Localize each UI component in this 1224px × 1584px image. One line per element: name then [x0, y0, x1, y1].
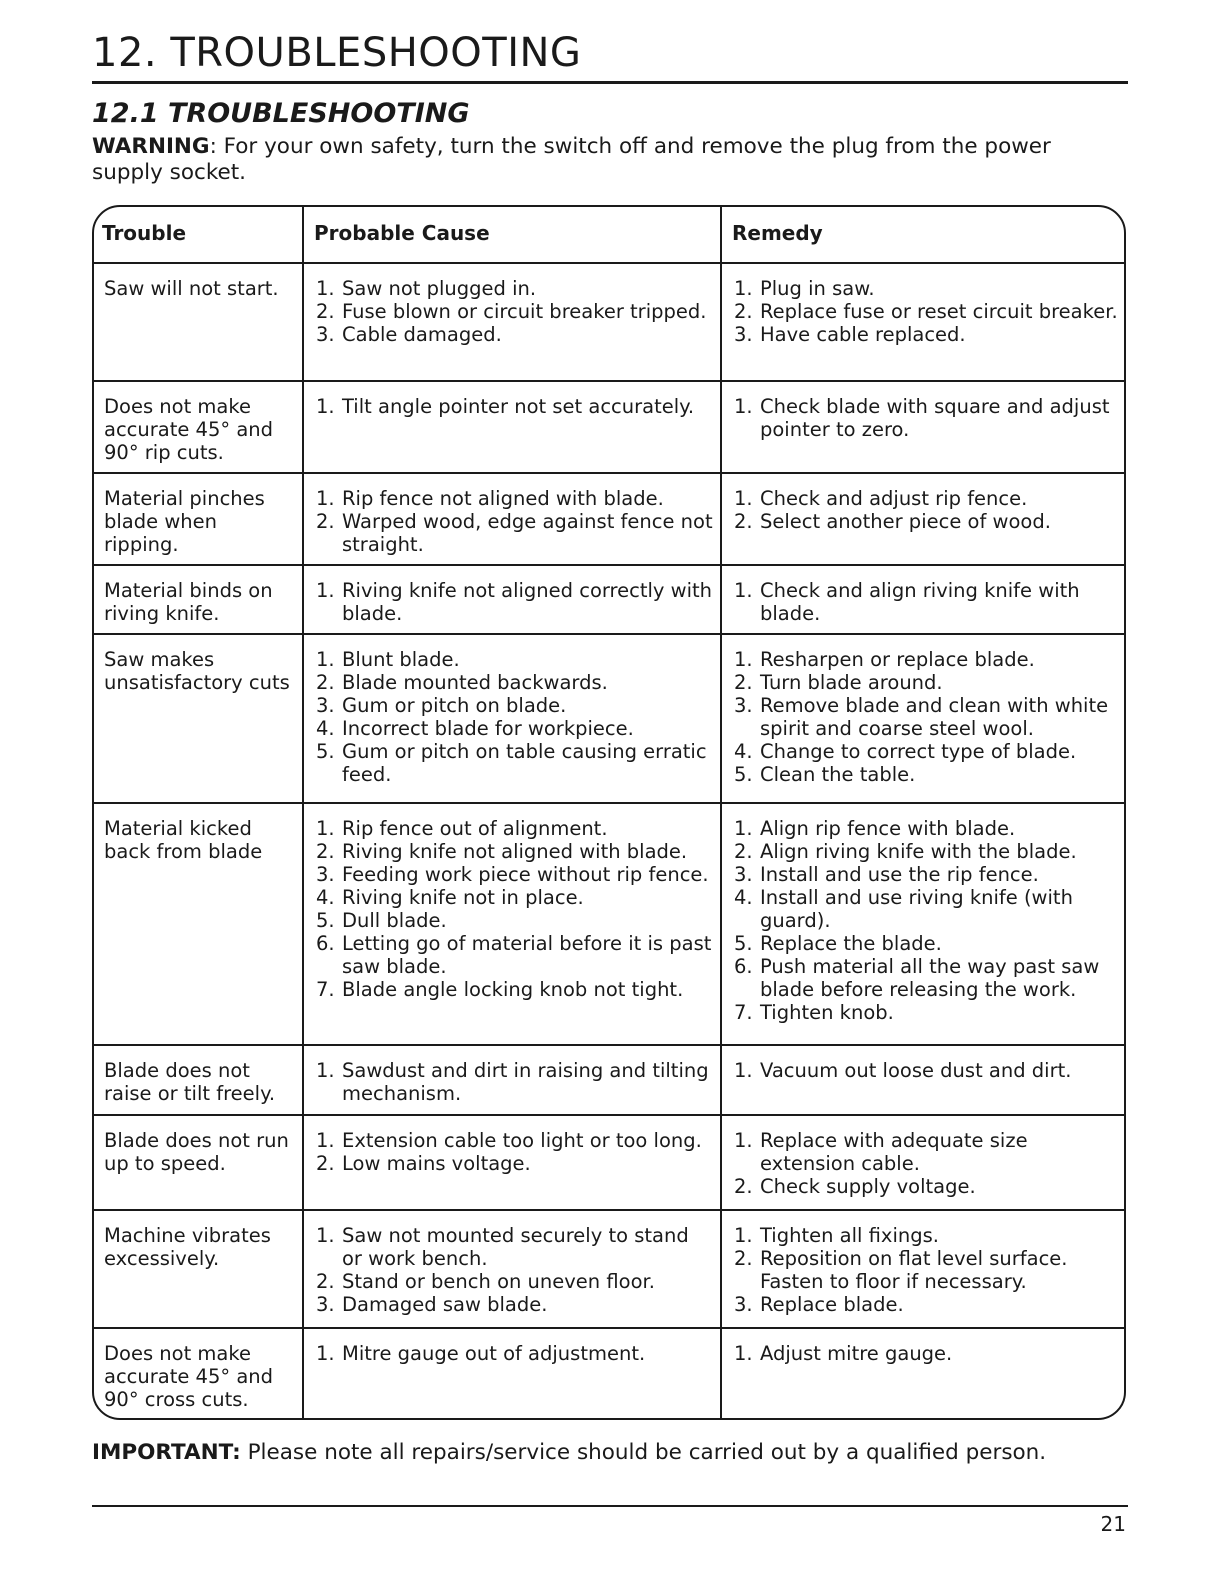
trouble-cell: Blade does not raise or tilt freely. — [92, 1045, 303, 1115]
list-item — [316, 1152, 714, 1175]
important-label: IMPORTANT: — [92, 1440, 241, 1465]
item-number: 1. — [734, 487, 753, 510]
item-text: Align riving knife with the blade. — [760, 840, 1077, 863]
cause-cell — [303, 381, 721, 473]
item-text: Replace the blade. — [760, 932, 942, 955]
table-row — [92, 1210, 1126, 1328]
list-item — [316, 487, 714, 510]
cause-cell — [303, 1210, 721, 1328]
list-item — [734, 863, 1120, 886]
item-number: 2. — [316, 671, 335, 694]
header-remedy: Remedy — [721, 205, 1126, 263]
item-number: 3. — [734, 1293, 753, 1316]
remedy-cell — [721, 381, 1126, 473]
list-item — [734, 1247, 1120, 1293]
cause-cell — [303, 565, 721, 634]
item-text: Damaged saw blade. — [342, 1293, 548, 1316]
important-notice — [92, 1440, 1128, 1466]
chapter-divider — [92, 81, 1128, 84]
item-text: Check and align riving knife with blade. — [760, 579, 1080, 625]
table-row — [92, 381, 1126, 473]
item-text: Vacuum out loose dust and dirt. — [760, 1059, 1072, 1082]
trouble-cell: Material kicked back from blade — [92, 803, 303, 1045]
item-text: Select another piece of wood. — [760, 510, 1051, 533]
list-item — [316, 932, 714, 978]
list-item — [316, 510, 714, 556]
cause-list — [316, 648, 714, 786]
item-number: 1. — [734, 817, 753, 840]
table-row — [92, 1328, 1126, 1419]
item-text: Align rip fence with blade. — [760, 817, 1016, 840]
troubleshooting-table-frame — [92, 205, 1126, 1420]
list-item — [734, 840, 1120, 863]
item-number: 1. — [316, 1224, 335, 1247]
list-item — [734, 487, 1120, 510]
item-text: Tighten all fixings. — [760, 1224, 939, 1247]
item-number: 2. — [316, 840, 335, 863]
item-number: 2. — [734, 1175, 753, 1198]
trouble-cell: Blade does not run up to speed. — [92, 1115, 303, 1210]
item-text: Reposition on flat level surface. Fasten to floor if necessary. — [760, 1247, 1068, 1293]
item-text: Saw not mounted securely to stand or work bench. — [342, 1224, 689, 1270]
item-text: Low mains voltage. — [342, 1152, 531, 1175]
item-text: Riving knife not in place. — [342, 886, 584, 909]
list-item — [316, 1129, 714, 1152]
item-number: 1. — [316, 1342, 335, 1365]
item-number: 2. — [316, 1152, 335, 1175]
list-item — [316, 277, 714, 300]
item-text: Riving knife not aligned correctly with blade. — [342, 579, 713, 625]
item-number: 2. — [316, 300, 335, 323]
remedy-cell — [721, 1045, 1126, 1115]
item-text: Clean the table. — [760, 763, 916, 786]
list-item — [734, 955, 1120, 1001]
item-text: Install and use the rip fence. — [760, 863, 1039, 886]
list-item — [734, 300, 1120, 323]
item-text: Letting go of material before it is past saw blade. — [342, 932, 712, 978]
list-item — [316, 323, 714, 346]
item-text: Remove blade and clean with white spirit and coarse steel wool. — [760, 694, 1109, 740]
item-text: Rip fence not aligned with blade. — [342, 487, 664, 510]
item-number: 3. — [316, 1293, 335, 1316]
item-number: 3. — [316, 323, 335, 346]
troubleshooting-table — [92, 205, 1126, 1419]
item-number: 2. — [734, 300, 753, 323]
list-item — [316, 1224, 714, 1270]
list-item — [734, 817, 1120, 840]
trouble-cell: Material binds on riving knife. — [92, 565, 303, 634]
list-item — [734, 740, 1120, 763]
item-number: 6. — [316, 932, 335, 955]
item-text: Install and use riving knife (with guard). — [760, 886, 1073, 932]
trouble-cell: Material pinches blade when ripping. — [92, 473, 303, 565]
list-item — [734, 323, 1120, 346]
item-number: 2. — [734, 840, 753, 863]
cause-list — [316, 1342, 714, 1365]
item-text: Replace fuse or reset circuit breaker. — [760, 300, 1118, 323]
cause-list — [316, 487, 714, 556]
remedy-cell — [721, 565, 1126, 634]
list-item — [316, 909, 714, 932]
remedy-cell — [721, 263, 1126, 381]
item-number: 2. — [316, 1270, 335, 1293]
item-number: 1. — [734, 579, 753, 602]
cause-list — [316, 579, 714, 625]
item-number: 2. — [316, 510, 335, 533]
remedy-list — [734, 648, 1120, 786]
item-text: Rip fence out of alignment. — [342, 817, 608, 840]
item-number: 7. — [734, 1001, 753, 1024]
item-number: 3. — [734, 863, 753, 886]
item-text: Push material all the way past saw blade before releasing the work. — [760, 955, 1100, 1001]
remedy-cell — [721, 1328, 1126, 1419]
list-item — [316, 1293, 714, 1316]
item-text: Adjust mitre gauge. — [760, 1342, 953, 1365]
item-number: 1. — [316, 1059, 335, 1082]
header-trouble: Trouble — [102, 221, 187, 245]
list-item — [316, 978, 714, 1001]
remedy-list — [734, 1059, 1120, 1082]
list-item — [734, 1129, 1120, 1175]
item-number: 2. — [734, 671, 753, 694]
item-number: 1. — [734, 1059, 753, 1082]
list-item — [316, 740, 714, 786]
list-item — [734, 1059, 1120, 1082]
item-number: 3. — [734, 323, 753, 346]
item-number: 6. — [734, 955, 753, 978]
remedy-list — [734, 817, 1120, 1024]
list-item — [734, 694, 1120, 740]
item-number: 3. — [316, 863, 335, 886]
list-item — [734, 1224, 1120, 1247]
item-text: Sawdust and dirt in raising and tilting mechanism. — [342, 1059, 709, 1105]
item-text: Tilt angle pointer not set accurately. — [342, 395, 695, 418]
cause-cell — [303, 1328, 721, 1419]
item-text: Fuse blown or circuit breaker tripped. — [342, 300, 707, 323]
remedy-cell — [721, 803, 1126, 1045]
item-number: 1. — [734, 1342, 753, 1365]
item-text: Gum or pitch on table causing erratic feed. — [342, 740, 707, 786]
list-item — [316, 886, 714, 909]
item-number: 1. — [316, 648, 335, 671]
item-number: 4. — [734, 886, 753, 909]
item-number: 1. — [316, 277, 335, 300]
item-text: Plug in saw. — [760, 277, 875, 300]
trouble-cell: Machine vibrates excessively. — [92, 1210, 303, 1328]
item-text: Replace with adequate size extension cable. — [760, 1129, 1028, 1175]
item-text: Blade mounted backwards. — [342, 671, 608, 694]
item-text: Change to correct type of blade. — [760, 740, 1077, 763]
remedy-list — [734, 1129, 1120, 1198]
item-text: Dull blade. — [342, 909, 447, 932]
table-row — [92, 565, 1126, 634]
list-item — [316, 1270, 714, 1293]
item-text: Check blade with square and adjust pointer to zero. — [760, 395, 1110, 441]
remedy-list — [734, 395, 1120, 441]
item-number: 5. — [316, 909, 335, 932]
footer-divider — [92, 1505, 1128, 1507]
cause-list — [316, 395, 714, 418]
item-text: Have cable replaced. — [760, 323, 966, 346]
item-number: 1. — [316, 395, 335, 418]
list-item — [734, 510, 1120, 533]
list-item — [316, 671, 714, 694]
list-item — [316, 840, 714, 863]
list-item — [734, 277, 1120, 300]
item-text: Gum or pitch on blade. — [342, 694, 567, 717]
cause-list — [316, 277, 714, 346]
list-item — [316, 1059, 714, 1105]
item-number: 3. — [734, 694, 753, 717]
item-text: Incorrect blade for workpiece. — [342, 717, 634, 740]
table-row — [92, 1045, 1126, 1115]
cause-cell — [303, 1045, 721, 1115]
table-row — [92, 1115, 1126, 1210]
remedy-list — [734, 1224, 1120, 1316]
trouble-cell: Saw makes unsatisfactory cuts — [92, 634, 303, 803]
table-row — [92, 263, 1126, 381]
important-text: Please note all repairs/service should be carried out by a qualified person. — [240, 1440, 1047, 1465]
list-item — [316, 300, 714, 323]
item-number: 1. — [734, 1129, 753, 1152]
cause-list — [316, 1059, 714, 1105]
item-number: 1. — [734, 395, 753, 418]
list-item — [734, 648, 1120, 671]
trouble-cell: Does not make accurate 45° and 90° rip cuts. — [92, 381, 303, 473]
item-number: 1. — [316, 579, 335, 602]
remedy-list — [734, 1342, 1120, 1365]
item-number: 1. — [734, 277, 753, 300]
item-text: Mitre gauge out of adjustment. — [342, 1342, 646, 1365]
list-item — [734, 579, 1120, 625]
list-item — [316, 648, 714, 671]
item-number: 4. — [316, 886, 335, 909]
item-number: 3. — [316, 694, 335, 717]
list-item — [316, 1342, 714, 1365]
item-text: Stand or bench on uneven floor. — [342, 1270, 655, 1293]
item-number: 4. — [734, 740, 753, 763]
item-number: 5. — [734, 932, 753, 955]
remedy-cell — [721, 473, 1126, 565]
list-item — [316, 395, 714, 418]
item-text: Blunt blade. — [342, 648, 460, 671]
item-text: Replace blade. — [760, 1293, 904, 1316]
page-number: 21 — [1100, 1512, 1126, 1536]
list-item — [316, 863, 714, 886]
item-number: 2. — [734, 1247, 753, 1270]
item-number: 2. — [734, 510, 753, 533]
item-text: Tighten knob. — [760, 1001, 894, 1024]
list-item — [734, 1342, 1120, 1365]
remedy-cell — [721, 1115, 1126, 1210]
list-item — [734, 1001, 1120, 1024]
remedy-list — [734, 579, 1120, 625]
item-number: 5. — [734, 763, 753, 786]
list-item — [734, 763, 1120, 786]
item-text: Blade angle locking knob not tight. — [342, 978, 684, 1001]
item-number: 5. — [316, 740, 335, 763]
item-text: Warped wood, edge against fence not straight. — [342, 510, 713, 556]
item-number: 1. — [316, 817, 335, 840]
table-body — [92, 263, 1126, 1419]
list-item — [734, 932, 1120, 955]
item-number: 1. — [316, 1129, 335, 1152]
list-item — [316, 694, 714, 717]
list-item — [316, 579, 714, 625]
cause-list — [316, 817, 714, 1001]
remedy-list — [734, 487, 1120, 533]
item-text: Turn blade around. — [760, 671, 943, 694]
cause-list — [316, 1224, 714, 1316]
chapter-title: 12. TROUBLESHOOTING — [92, 30, 582, 76]
trouble-cell: Does not make accurate 45° and 90° cross cuts. — [92, 1328, 303, 1419]
list-item — [734, 395, 1120, 441]
cause-cell — [303, 803, 721, 1045]
remedy-cell — [721, 1210, 1126, 1328]
list-item — [734, 1175, 1120, 1198]
header-probable-cause: Probable Cause — [303, 205, 721, 263]
table-row — [92, 473, 1126, 565]
item-text: Resharpen or replace blade. — [760, 648, 1035, 671]
item-number: 1. — [734, 1224, 753, 1247]
list-item — [734, 671, 1120, 694]
cause-cell — [303, 473, 721, 565]
item-text: Feeding work piece without rip fence. — [342, 863, 709, 886]
item-text: Saw not plugged in. — [342, 277, 537, 300]
table-header-row — [92, 205, 1126, 263]
cause-cell — [303, 634, 721, 803]
table-row — [92, 803, 1126, 1045]
item-number: 1. — [734, 648, 753, 671]
item-text: Riving knife not aligned with blade. — [342, 840, 688, 863]
list-item — [734, 1293, 1120, 1316]
cause-list — [316, 1129, 714, 1175]
cause-cell — [303, 1115, 721, 1210]
item-text: Extension cable too light or too long. — [342, 1129, 702, 1152]
trouble-cell: Saw will not start. — [92, 263, 303, 381]
item-number: 4. — [316, 717, 335, 740]
section-title: 12.1 TROUBLESHOOTING — [92, 98, 470, 129]
list-item — [316, 717, 714, 740]
remedy-list — [734, 277, 1120, 346]
list-item — [316, 817, 714, 840]
item-text: Check supply voltage. — [760, 1175, 976, 1198]
table-row — [92, 634, 1126, 803]
item-text: Check and adjust rip fence. — [760, 487, 1028, 510]
warning-notice — [92, 134, 1128, 186]
item-text: Cable damaged. — [342, 323, 502, 346]
item-number: 1. — [316, 487, 335, 510]
warning-text: : For your own safety, turn the switch off and remove the plug from the power supply socket. — [92, 134, 1051, 185]
remedy-cell — [721, 634, 1126, 803]
list-item — [734, 886, 1120, 932]
item-number: 7. — [316, 978, 335, 1001]
warning-label: WARNING — [92, 134, 210, 159]
cause-cell — [303, 263, 721, 381]
